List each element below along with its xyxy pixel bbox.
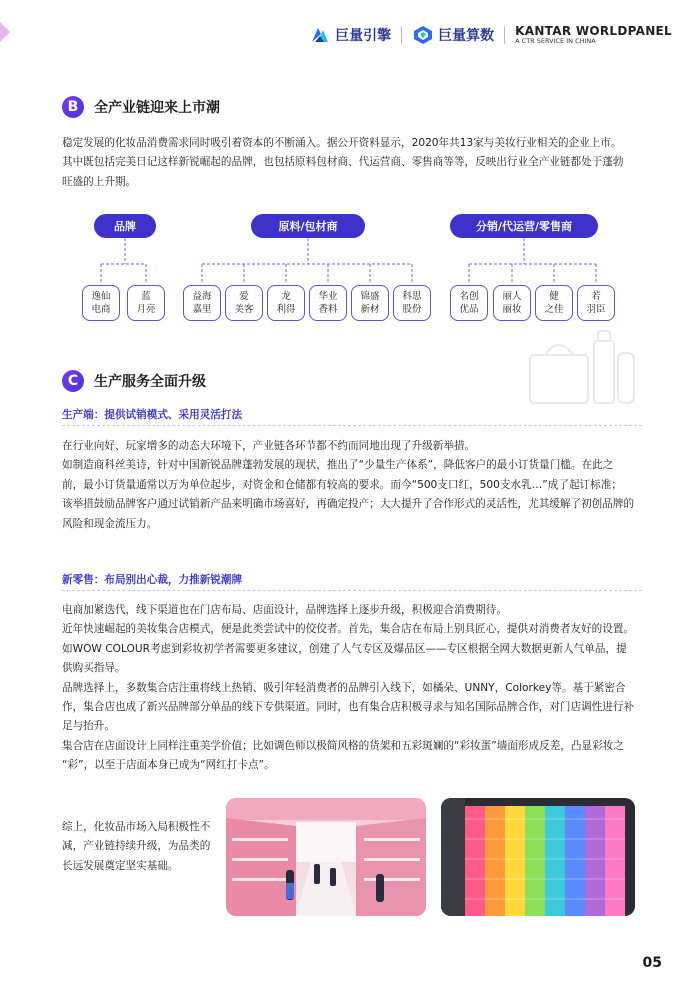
subsection-retail-label: 新零售：布局别出心裁，力推新锐潮牌 <box>62 574 243 586</box>
paragraph-line: 集合店在店面设计上同样注重美学价值；比如调色师以极简风格的货架和五彩斑斓的“彩妆蛋”墙面形成反差，凸显彩妆之 <box>62 739 624 752</box>
header-logos <box>309 20 672 50</box>
production-paragraph <box>62 437 642 534</box>
company-node <box>267 285 305 321</box>
paragraph-line: 如WOW COLOUR考虑到彩妆初学者需要更多建议，创建了人气专区及爆品区——专区根据全网大数据更新人气单品，提 <box>62 642 627 655</box>
company-name: 名创 优品 <box>459 291 479 315</box>
company-node <box>183 285 221 321</box>
kantar-logo <box>515 25 672 44</box>
company-node <box>127 285 165 321</box>
group-retail-label: 分销/代运营/零售商 <box>450 214 598 238</box>
section-c-heading <box>62 370 206 392</box>
paragraph-line: “彩”，以至于店面本身已成为“网红打卡点”。 <box>62 759 275 772</box>
paragraph-line: 供购买指导。 <box>62 662 126 675</box>
ocean-data-logo <box>412 24 494 46</box>
paragraph-line: 风险和现金流压力。 <box>62 517 158 530</box>
company-name: 若 羽臣 <box>586 291 606 315</box>
company-name: 益海 嘉里 <box>192 291 212 315</box>
paragraph-line: 足与抬升。 <box>62 720 115 733</box>
paragraph-line: 综上，化妆品市场入局积极性不 <box>62 821 211 833</box>
section-b-heading <box>62 96 220 118</box>
company-name: 蓝 月亮 <box>136 291 156 315</box>
company-name: 华业 香料 <box>318 291 338 315</box>
ocean-engine-icon <box>309 24 331 46</box>
subsection-production-label: 生产端：提供试销模式、采用灵活打法 <box>62 409 243 421</box>
page-number: 05 <box>642 955 662 971</box>
ocean-data-text: 巨量算数 <box>438 28 495 44</box>
company-node <box>225 285 263 321</box>
colorful-wall-photo <box>441 798 635 916</box>
section-b-paragraph <box>62 134 642 192</box>
paragraph-line: 该举措鼓励品牌客户通过试销新产品来明确市场喜好，再确定投产；大大提升了合作形式的灵活性，尤其缓解了初创品牌的 <box>62 498 635 511</box>
company-name: 锦盛 新材 <box>360 291 380 315</box>
subsection-divider <box>62 590 642 591</box>
paragraph-line: 电商加紧迭代，线下渠道也在门店布局、店面设计，品牌选择上逐步升级，积极迎合消费期待。 <box>62 604 507 616</box>
company-node <box>493 285 531 321</box>
logo-divider <box>401 26 402 44</box>
company-node <box>309 285 347 321</box>
section-b-title: 全产业链迎来上市潮 <box>94 100 220 116</box>
section-c-title: 生产服务全面升级 <box>94 374 206 390</box>
subsection-divider <box>62 425 642 426</box>
company-node <box>82 285 120 321</box>
group-brand-label: 品牌 <box>94 214 156 238</box>
paragraph-line: 前，最小订货量通常以万为单位起步，对资金和仓储都有较高的要求。而今“500支口红，500支水乳…”成了起订标准； <box>62 478 622 491</box>
company-node <box>577 285 615 321</box>
corner-decoration <box>0 22 10 42</box>
section-c-badge: C <box>62 370 84 392</box>
paragraph-line: 近年快速崛起的美妆集合店模式，便是此类尝试中的佼佼者。首先，集合店在布局上别具匠心，提供对消费者友好的设置。 <box>62 623 635 636</box>
paragraph-line: 其中既包括完美日记这样新锐崛起的品牌，也包括原料包材商、代运营商、零售商等等，反映出行业全产业链都处于蓬勃 <box>62 156 624 169</box>
company-name: 科思 股份 <box>402 291 422 315</box>
cosmetics-bag-icon <box>520 325 638 407</box>
retail-paragraph <box>62 601 642 776</box>
company-node <box>351 285 389 321</box>
paragraph-line: 旺盛的上升期。 <box>62 175 137 188</box>
company-node <box>535 285 573 321</box>
paragraph-line: 在行业向好、玩家增多的动态大环境下，产业链各环节都不约而同地出现了升级新举措。 <box>62 440 476 452</box>
ocean-data-icon <box>412 24 434 46</box>
paragraph-line: 稳定发展的化妆品消费需求同时吸引着资本的不断涌入。据公开资料显示，2020年共13家与美妆行业相关的企业上市。 <box>62 137 622 149</box>
company-name: 龙 利得 <box>276 291 296 315</box>
paragraph-line: 品牌选择上，多数集合店注重将线上热销、吸引年轻消费者的品牌引入线下，如橘朵、UNNY，Colorkey等。基于紧密合 <box>62 681 626 694</box>
closing-text <box>62 818 212 876</box>
paragraph-line: 减，产业链持续升级，为品类的 <box>62 840 211 853</box>
company-name: 爱 美客 <box>234 291 254 315</box>
company-name: 健 之佳 <box>544 291 564 315</box>
logo-divider <box>504 26 505 44</box>
paragraph-line: 如制造商科丝美诗，针对中国新锐品牌蓬勃发展的现状，推出了“少量生产体系”，降低客户的最小订货量门槛。在此之 <box>62 459 614 472</box>
kantar-tagline: A CTR SERVICE IN CHINA <box>515 36 596 45</box>
company-node <box>393 285 431 321</box>
store-interior-photo <box>226 798 426 916</box>
company-name: 逸仙 电商 <box>91 291 111 315</box>
ocean-engine-text: 巨量引擎 <box>335 28 392 44</box>
section-b-badge: B <box>62 96 84 118</box>
paragraph-line: 长远发展奠定坚实基础。 <box>62 859 179 872</box>
paragraph-line: 作，集合店也成了新兴品牌部分单品的线下专供渠道。同时，也有集合店积极寻求与知名国际品牌合作，对门店调性进行补 <box>62 701 635 714</box>
company-node <box>450 285 488 321</box>
group-materials-label: 原料/包材商 <box>251 214 365 238</box>
kantar-name: KANTAR WORLDPANEL <box>515 24 672 39</box>
company-name: 丽人 丽妆 <box>502 291 522 315</box>
ocean-engine-logo <box>309 24 391 46</box>
